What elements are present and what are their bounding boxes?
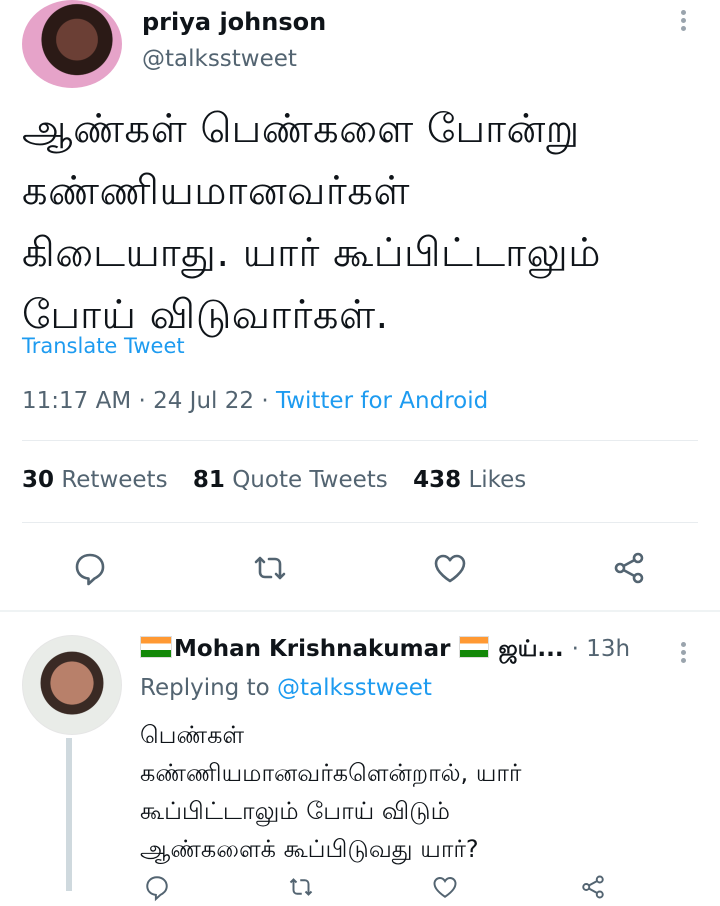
reply-icon[interactable]: [70, 548, 110, 588]
tweet-text-line: ஆண்கள் பெண்களை போன்று: [22, 106, 580, 152]
reply-text-line: ஆண்களைக் கூப்பிடுவது யார்?: [140, 835, 479, 863]
tweet-text-line: போய் விடுவார்கள்.: [22, 292, 389, 338]
reply-time-separator: ·: [571, 636, 587, 662]
india-flag-icon: [459, 636, 489, 658]
author-avatar[interactable]: [22, 0, 122, 88]
tweet-text-line: கிடையாது. யார் கூப்பிட்டாலும்: [22, 230, 601, 276]
tweet-time[interactable]: 11:17 AM: [22, 388, 132, 414]
reply-text-line: கண்ணியமானவர்களென்றால், யார்: [140, 759, 522, 787]
thread-line: [66, 738, 72, 891]
tweet-text: [22, 98, 702, 346]
reply-author-suffix[interactable]: ஜய்...: [498, 636, 564, 662]
reply-author-avatar[interactable]: [22, 635, 122, 735]
meta-separator: ·: [138, 388, 154, 414]
reply-author-line: [140, 636, 630, 665]
heart-icon[interactable]: [430, 548, 470, 588]
tweet-separator: [0, 610, 720, 612]
more-icon[interactable]: [674, 638, 694, 666]
quote-tweets-stat[interactable]: 81 Quote Tweets: [192, 467, 388, 493]
divider: [22, 522, 698, 523]
share-icon[interactable]: [578, 872, 608, 902]
reply-time[interactable]: 13h: [586, 636, 631, 662]
reply-icon[interactable]: [142, 872, 172, 902]
tweet-text-line: கண்ணியமானவர்கள்: [22, 168, 411, 214]
retweets-stat[interactable]: 30 Retweets: [22, 467, 168, 493]
tweet-date[interactable]: 24 Jul 22: [153, 388, 255, 414]
reply-text-line: பெண்கள்: [140, 721, 245, 749]
translate-tweet-link[interactable]: Translate Tweet: [22, 334, 185, 358]
share-icon[interactable]: [609, 548, 649, 588]
meta-separator: ·: [261, 388, 276, 414]
retweet-icon[interactable]: [286, 872, 316, 902]
tweet-stats: [22, 467, 526, 493]
reply-text-line: கூப்பிட்டாலும் போய் விடும்: [140, 797, 450, 825]
divider: [22, 440, 698, 441]
retweet-icon[interactable]: [250, 548, 290, 588]
india-flag-icon: [140, 636, 172, 658]
more-icon[interactable]: [674, 6, 694, 34]
reply-text: [140, 716, 700, 868]
reply-author-name[interactable]: Mohan Krishnakumar: [174, 636, 451, 662]
likes-stat[interactable]: 438 Likes: [413, 467, 527, 493]
author-name[interactable]: priya johnson: [142, 8, 327, 36]
tweet-meta: [22, 388, 488, 414]
author-handle[interactable]: @talksstweet: [142, 46, 297, 72]
replying-to-label: Replying to: [140, 675, 270, 701]
tweet-source-link[interactable]: Twitter for Android: [275, 388, 489, 414]
replying-to: [140, 675, 432, 701]
replying-to-handle[interactable]: @talksstweet: [276, 675, 432, 701]
heart-icon[interactable]: [430, 872, 460, 902]
